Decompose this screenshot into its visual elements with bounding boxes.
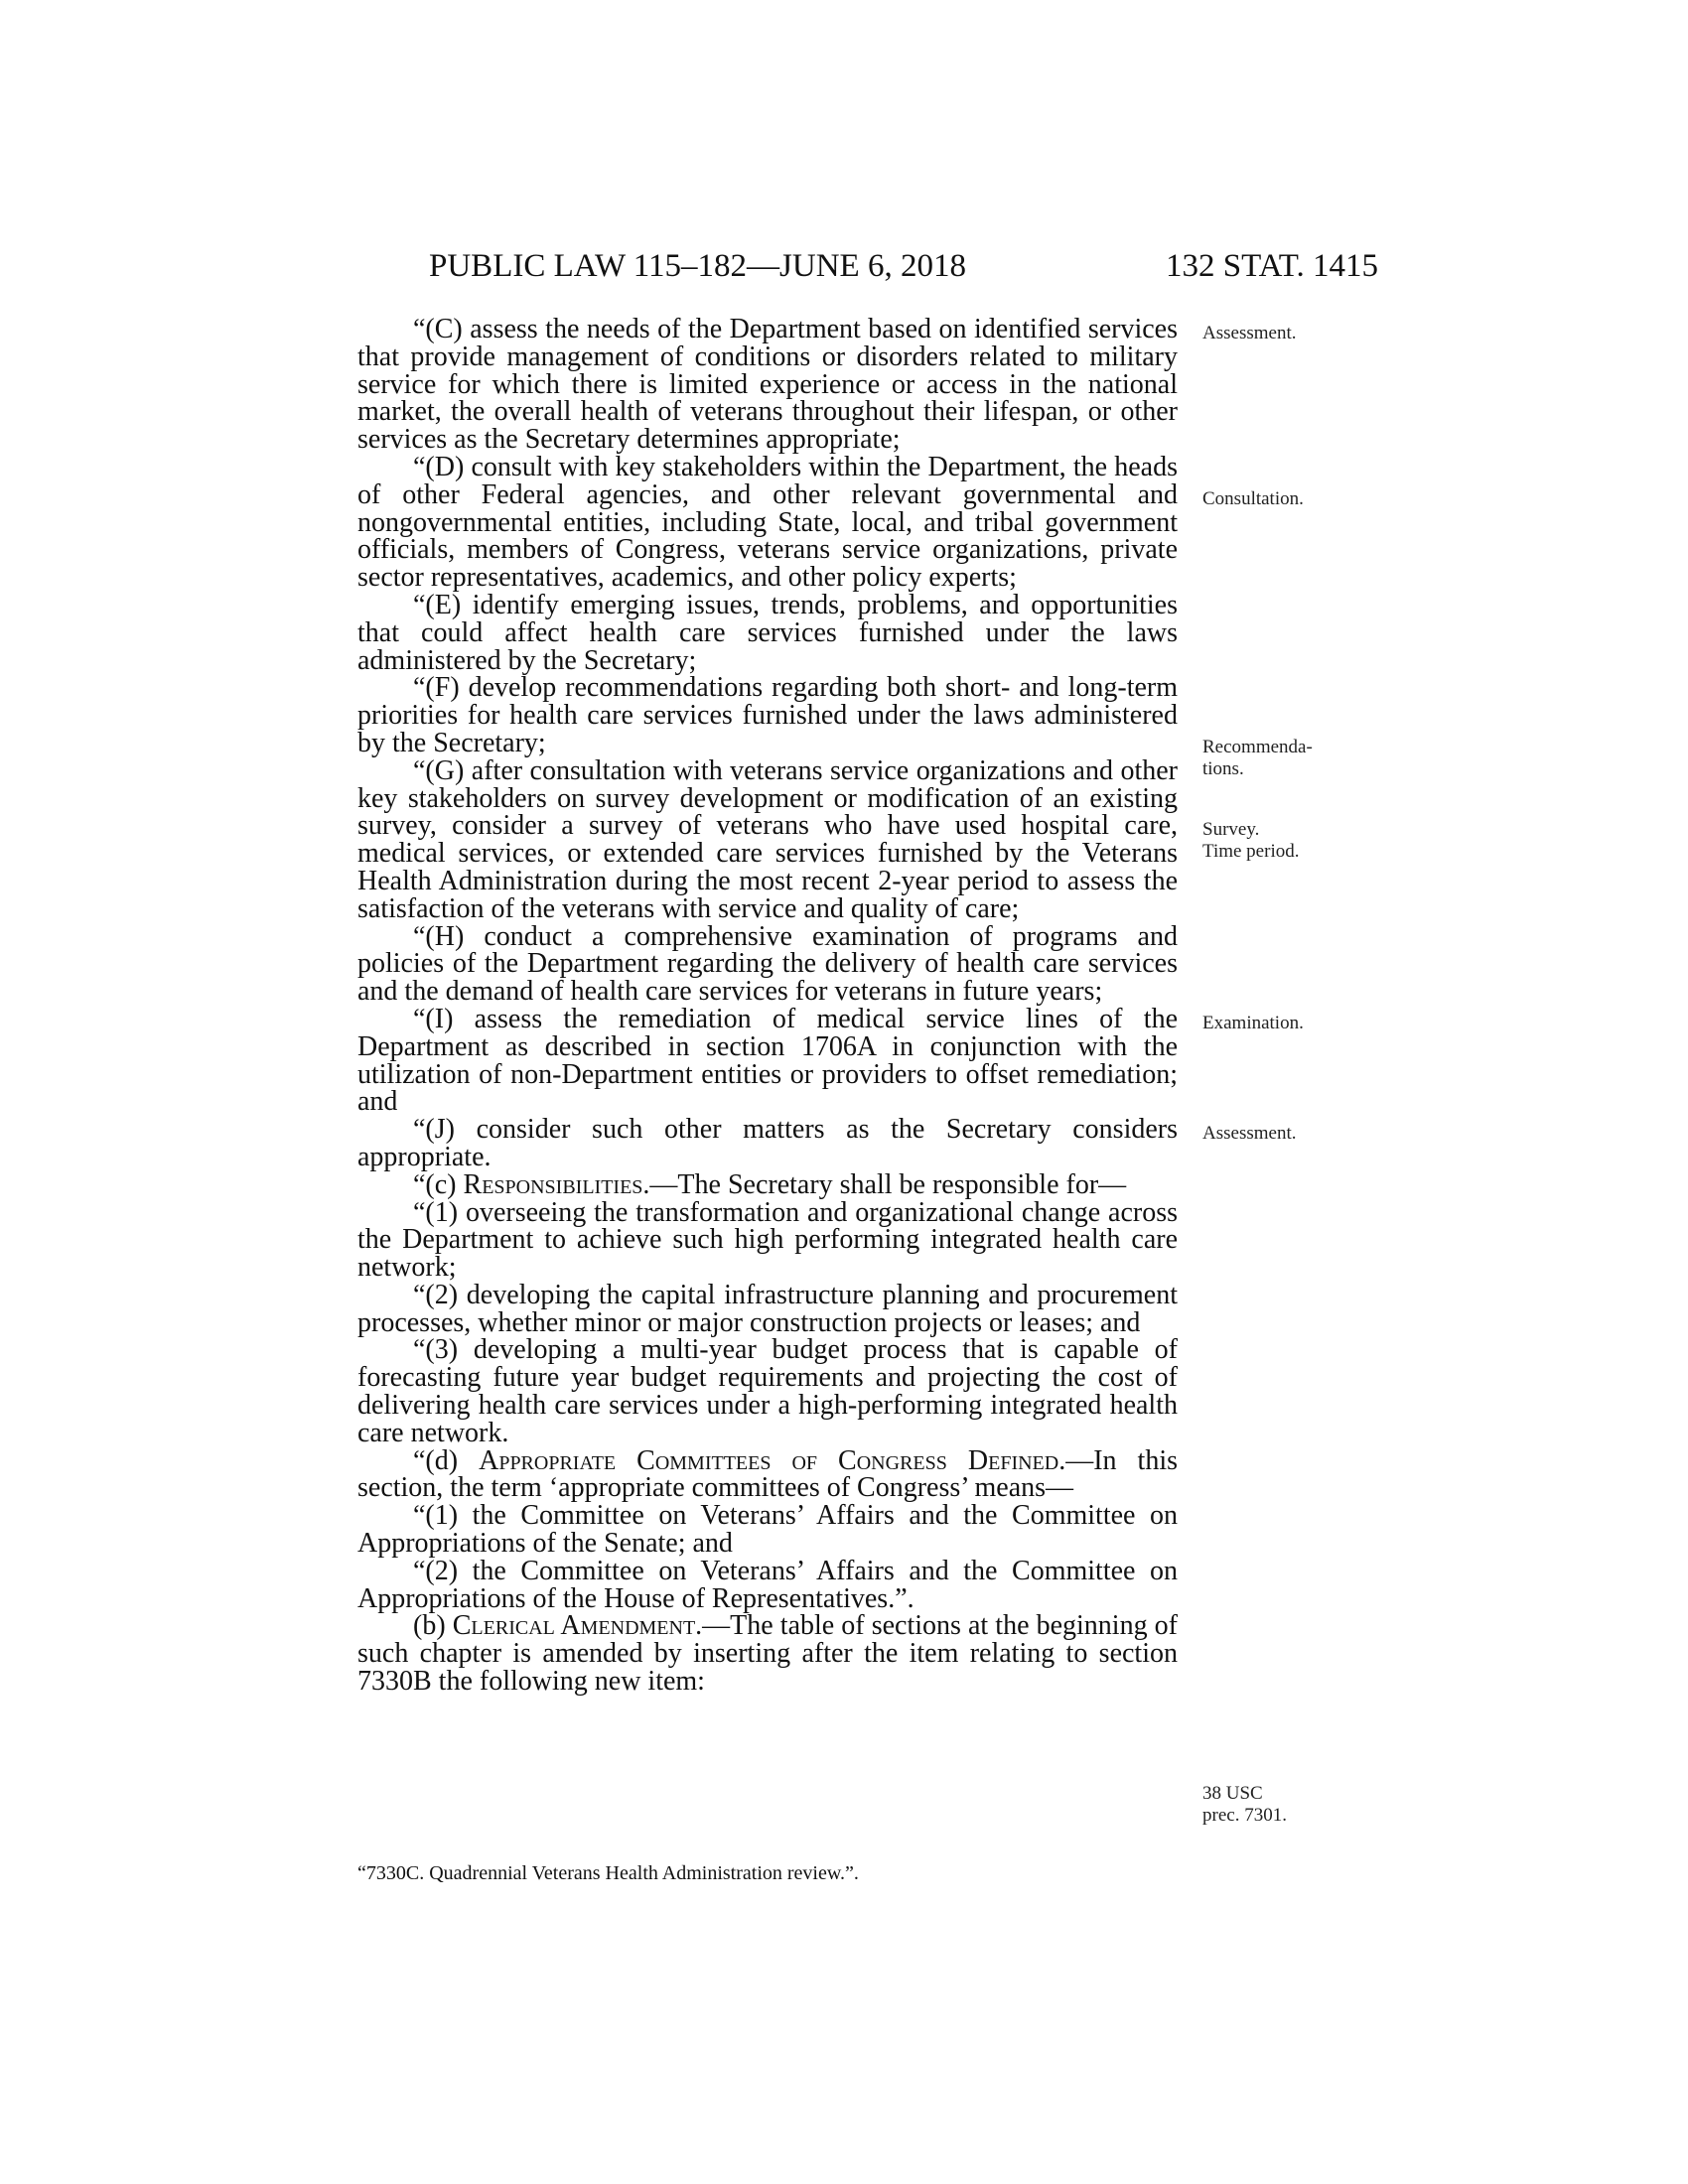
- margin-note-consultation: Consultation.: [1202, 488, 1304, 509]
- margin-note-recommendations: [1202, 737, 1313, 780]
- paragraph-def-2: “(2) the Committee on Veterans’ Affairs and the Committee on Appropriations of the House of Representatives.”.: [357, 1555, 1178, 1614]
- subsection-d-text: .—In this section, the term ‘appropriate committees of Congress’ means—: [357, 1444, 1179, 1504]
- paragraph-resp-2: “(2) developing the capital infrastructure planning and procurement processes, whether minor or major construction projects or leases; and: [357, 1279, 1178, 1338]
- subsection-d-definition: [357, 1444, 1179, 1504]
- margin-note-usc: [1202, 1783, 1287, 1827]
- subsection-b-text: .—The table of sections at the beginning of such chapter is amended by inserting after the item relating to section 7330B the following new item:: [357, 1610, 1178, 1698]
- margin-note-usc-line1: 38 USC: [1202, 1783, 1263, 1804]
- subsection-b-clerical: [357, 1610, 1178, 1698]
- paragraph-e: “(E) identify emerging issues, trends, problems, and opportunities that could affect health care services furnished under the laws administered by the Secretary;: [357, 589, 1178, 676]
- subsection-b-heading: Clerical Amendment: [452, 1610, 696, 1642]
- paragraph-i: “(I) assess the remediation of medical service lines of the Department as described in section 1706A in conjunction with the utilization of non-Department entities or providers to offset remediation; and: [357, 1003, 1178, 1118]
- margin-note-recommendations-line1: Recommenda-: [1202, 737, 1313, 757]
- margin-note-assessment: Assessment.: [1202, 323, 1297, 343]
- subsection-d-prefix: “(d): [413, 1444, 480, 1476]
- margin-note-survey: [1202, 819, 1299, 863]
- paragraph-resp-3: “(3) developing a multi-year budget process that is capable of forecasting future year budget requirements and projecting the cost of delivering health care services under a high-performing integrated health care network.: [357, 1334, 1178, 1448]
- margin-note-recommendations-line2: tions.: [1202, 758, 1244, 779]
- document-body: [357, 316, 1178, 1696]
- table-of-sections-item: “7330C. Quadrennial Veterans Health Administration review.”.: [357, 1862, 859, 1884]
- subsection-c-heading: Responsibilities: [463, 1168, 643, 1200]
- paragraph-c: “(C) assess the needs of the Department based on identified services that provide management of conditions or disorders related to military service for which there is limited experience or access in the national market, the overall health of veterans throughout their lifespan, or other services as the Secretary determines appropriate;: [357, 314, 1178, 456]
- paragraph-resp-1: “(1) overseeing the transformation and organizational change across the Department to achieve such high performing integrated health care network;: [357, 1196, 1178, 1284]
- subsection-d-heading: Appropriate Committees of Congress Defined: [479, 1444, 1059, 1476]
- margin-note-assessment-2: Assessment.: [1202, 1123, 1297, 1144]
- header-title: PUBLIC LAW 115–182—JUNE 6, 2018: [429, 248, 966, 284]
- margin-note-examination: Examination.: [1202, 1013, 1304, 1033]
- paragraph-f: “(F) develop recommendations regarding both short- and long-term priorities for health care services furnished under the laws administered by the Secretary;: [357, 672, 1178, 758]
- paragraph-h: “(H) conduct a comprehensive examination of programs and policies of the Department regarding the delivery of health care services and the demand of health care services for veterans in future years;: [357, 920, 1178, 1008]
- subsection-c-text: .—The Secretary shall be responsible for—: [642, 1168, 1127, 1200]
- paragraph-g: “(G) after consultation with veterans service organizations and other key stakeholders on survey development or modification of an existing survey, consider a survey of veterans who have used hospital care, medical services, or extended care services furnished by the Veterans Health Administration during the most recent 2-year period to assess the satisfaction of the veterans with service and quality of care;: [357, 754, 1178, 924]
- subsection-c-responsibilities: [357, 1168, 1178, 1200]
- paragraph-d: “(D) consult with key stakeholders within the Department, the heads of other Federal agencies, and other relevant governmental and nongovernmental entities, including State, local, and tribal government officials, members of Congress, veterans service organizations, private sector representatives, academics, and other policy experts;: [357, 451, 1178, 594]
- margin-note-time-period: Time period.: [1202, 841, 1300, 862]
- subsection-b-prefix: (b): [413, 1610, 453, 1642]
- subsection-c-prefix: “(c): [413, 1168, 464, 1200]
- paragraph-j: “(J) consider such other matters as the Secretary considers appropriate.: [357, 1114, 1178, 1172]
- header-stat-page: 132 STAT. 1415: [1165, 248, 1378, 284]
- margin-note-usc-line2: prec. 7301.: [1202, 1805, 1287, 1826]
- paragraph-def-1: “(1) the Committee on Veterans’ Affairs and the Committee on Appropriations of the Senate; and: [357, 1500, 1178, 1560]
- margin-note-survey-line1: Survey.: [1202, 819, 1260, 840]
